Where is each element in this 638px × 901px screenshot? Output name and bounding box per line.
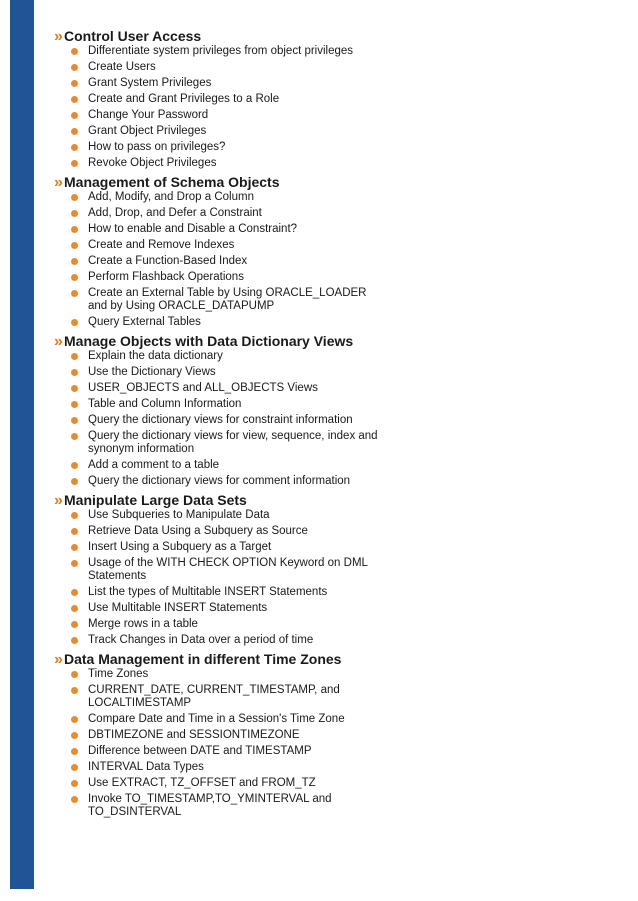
bullet-icon [71, 605, 78, 612]
double-chevron-icon: » [54, 651, 63, 668]
list-item-text: INTERVAL Data Types [88, 761, 204, 773]
bullet-icon [71, 385, 78, 392]
list-item [69, 398, 614, 411]
list-item-text: Time Zones [88, 668, 149, 680]
bullet-icon [71, 112, 78, 119]
list-item-text: Perform Flashback Operations [88, 271, 244, 283]
list-item [69, 634, 614, 647]
bullet-icon [71, 96, 78, 103]
list-item [69, 459, 614, 472]
bullet-icon [71, 417, 78, 424]
list-item [69, 191, 614, 204]
bullet-icon [71, 274, 78, 281]
section-title: Manipulate Large Data Sets [64, 492, 247, 508]
section-large-data-sets [54, 491, 614, 647]
list-item-text: Track Changes in Data over a period of time [88, 634, 314, 646]
list-item-text: Difference between DATE and TIMESTAMP [88, 745, 312, 757]
list-item [69, 93, 614, 106]
list-item-text: Create and Remove Indexes [88, 239, 235, 251]
list-item [69, 157, 614, 170]
list-item [69, 713, 614, 726]
section-title: Manage Objects with Data Dictionary Views [64, 333, 354, 349]
list-item-text: How to pass on privileges? [88, 141, 226, 153]
bullet-icon [71, 687, 78, 694]
list-item [69, 586, 614, 599]
section-title: Data Management in different Time Zones [64, 651, 342, 667]
topic-list [54, 668, 614, 819]
section-schema-objects [54, 173, 614, 329]
list-item [69, 793, 378, 819]
list-item [69, 255, 614, 268]
list-item-text: USER_OBJECTS and ALL_OBJECTS Views [88, 382, 318, 394]
section-title: Control User Access [64, 28, 202, 44]
bullet-icon [71, 478, 78, 485]
list-item [69, 668, 614, 681]
bullet-icon [71, 528, 78, 535]
list-item [69, 45, 614, 58]
list-item [69, 414, 614, 427]
list-item-text: Query the dictionary views for view, sequence, index and synonym information [88, 430, 378, 455]
bullet-icon [71, 637, 78, 644]
bullet-icon [71, 210, 78, 217]
list-item [69, 239, 614, 252]
list-item-text: Add, Drop, and Defer a Constraint [88, 207, 262, 219]
list-item-text: List the types of Multitable INSERT Statements [88, 586, 328, 598]
list-item [69, 125, 614, 138]
bullet-icon [71, 671, 78, 678]
bullet-icon [71, 194, 78, 201]
list-item-text: Create an External Table by Using ORACLE_LOADER and by Using ORACLE_DATAPUMP [88, 287, 367, 312]
list-item-text: Use Multitable INSERT Statements [88, 602, 268, 614]
section-heading [54, 332, 614, 350]
list-item [69, 541, 614, 554]
list-item [69, 223, 614, 236]
list-item-text: Revoke Object Privileges [88, 157, 217, 169]
bullet-icon [71, 64, 78, 71]
list-item-text: Create and Grant Privileges to a Role [88, 93, 280, 105]
bullet-icon [71, 144, 78, 151]
bullet-icon [71, 544, 78, 551]
list-item [69, 525, 614, 538]
bullet-icon [71, 242, 78, 249]
double-chevron-icon: » [54, 174, 63, 191]
list-item [69, 77, 614, 90]
list-item-text: Grant Object Privileges [88, 125, 207, 137]
bullet-icon [71, 401, 78, 408]
side-bar [10, 0, 34, 889]
list-item [69, 745, 614, 758]
list-item-text: Invoke TO_TIMESTAMP,TO_YMINTERVAL and TO_DSINTERVAL [88, 793, 332, 818]
list-item [69, 475, 614, 488]
course-outline [54, 26, 614, 822]
section-heading [54, 650, 614, 668]
list-item-text: Query External Tables [88, 316, 201, 328]
bullet-icon [71, 319, 78, 326]
list-item-text: Add, Modify, and Drop a Column [88, 191, 254, 203]
section-data-dictionary-views [54, 332, 614, 488]
bullet-icon [71, 290, 78, 297]
list-item [69, 557, 403, 583]
double-chevron-icon: » [54, 28, 63, 45]
list-item-text: Retrieve Data Using a Subquery as Source [88, 525, 308, 537]
bullet-icon [71, 560, 78, 567]
section-heading [54, 173, 614, 191]
double-chevron-icon: » [54, 492, 63, 509]
list-item-text: Query the dictionary views for comment information [88, 475, 351, 487]
list-item-text: Create Users [88, 61, 156, 73]
list-item [69, 287, 388, 313]
bullet-icon [71, 796, 78, 803]
bullet-icon [71, 462, 78, 469]
list-item-text: Compare Date and Time in a Session's Time Zone [88, 713, 345, 725]
list-item [69, 509, 614, 522]
bullet-icon [71, 80, 78, 87]
list-item-text: Table and Column Information [88, 398, 242, 410]
list-item [69, 366, 614, 379]
list-item-text: Use Subqueries to Manipulate Data [88, 509, 270, 521]
list-item-text: How to enable and Disable a Constraint? [88, 223, 298, 235]
section-title: Management of Schema Objects [64, 174, 280, 190]
section-heading [54, 27, 614, 45]
list-item-text: Grant System Privileges [88, 77, 212, 89]
bullet-icon [71, 764, 78, 771]
list-item [69, 207, 614, 220]
bullet-icon [71, 433, 78, 440]
topic-list [54, 350, 614, 488]
bullet-icon [71, 716, 78, 723]
topic-list [54, 191, 614, 329]
list-item [69, 729, 614, 742]
bullet-icon [71, 369, 78, 376]
list-item [69, 761, 614, 774]
topic-list [54, 509, 614, 647]
section-time-zones [54, 650, 614, 819]
list-item [69, 618, 614, 631]
list-item [69, 316, 614, 329]
list-item [69, 777, 614, 790]
list-item [69, 602, 614, 615]
list-item [69, 109, 614, 122]
list-item [69, 271, 614, 284]
bullet-icon [71, 258, 78, 265]
list-item-text: Use EXTRACT, TZ_OFFSET and FROM_TZ [88, 777, 316, 789]
bullet-icon [71, 512, 78, 519]
list-item [69, 350, 614, 363]
list-item-text: CURRENT_DATE, CURRENT_TIMESTAMP, and LOCALTIMESTAMP [88, 684, 340, 709]
list-item-text: Add a comment to a table [88, 459, 220, 471]
bullet-icon [71, 160, 78, 167]
list-item [69, 430, 408, 456]
list-item-text: Differentiate system privileges from object privileges [88, 45, 354, 57]
double-chevron-icon: » [54, 333, 63, 350]
list-item [69, 61, 614, 74]
list-item-text: Use the Dictionary Views [88, 366, 216, 378]
bullet-icon [71, 748, 78, 755]
bullet-icon [71, 621, 78, 628]
list-item-text: Insert Using a Subquery as a Target [88, 541, 272, 553]
list-item-text: Explain the data dictionary [88, 350, 223, 362]
bullet-icon [71, 589, 78, 596]
list-item-text: Merge rows in a table [88, 618, 198, 630]
section-heading [54, 491, 614, 509]
list-item [69, 684, 378, 710]
list-item-text: Query the dictionary views for constraint information [88, 414, 353, 426]
bullet-icon [71, 780, 78, 787]
bullet-icon [71, 226, 78, 233]
bullet-icon [71, 353, 78, 360]
topic-list [54, 45, 614, 170]
bullet-icon [71, 48, 78, 55]
section-control-user-access [54, 27, 614, 170]
bullet-icon [71, 128, 78, 135]
list-item-text: DBTIMEZONE and SESSIONTIMEZONE [88, 729, 300, 741]
bullet-icon [71, 732, 78, 739]
list-item-text: Change Your Password [88, 109, 209, 121]
list-item-text: Create a Function-Based Index [88, 255, 248, 267]
list-item [69, 382, 614, 395]
list-item [69, 141, 614, 154]
list-item-text: Usage of the WITH CHECK OPTION Keyword on DML Statements [88, 557, 368, 582]
